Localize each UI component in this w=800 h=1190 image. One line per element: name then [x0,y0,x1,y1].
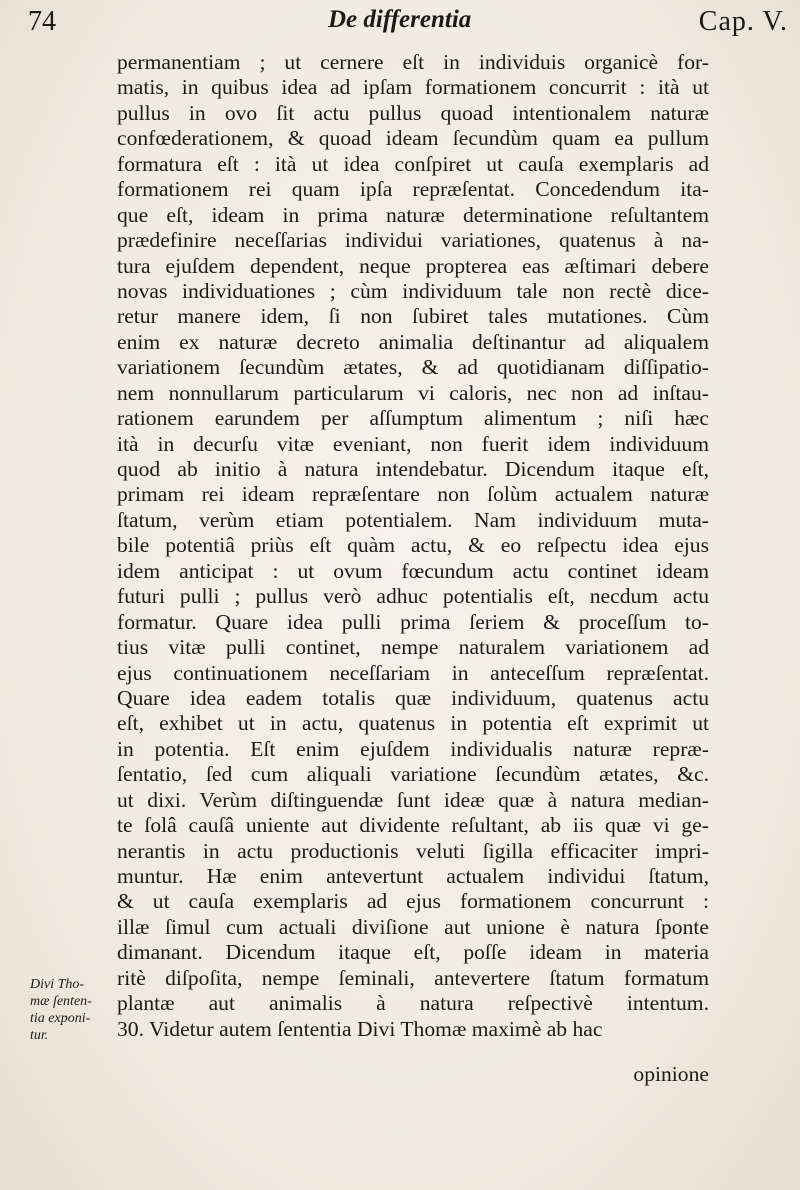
marginal-note [30,976,115,1044]
text-line: primam rei ideam repræſentare non ſolùm actualem naturæ [117,482,709,507]
chapter-heading: Cap. V. [698,6,788,37]
text-line: tius vitæ pulli continet, nempe naturalem variationem ad [117,635,709,660]
marginal-note-line: mæ ſenten- [30,994,92,1009]
text-line: matis, in quibus idea ad ipſam formationem concurrit : ità ut [117,75,709,100]
text-line: permanentiam ; ut cernere eſt in individuis organicè for- [117,50,709,74]
text-line: nem nonnullarum particularum vi caloris, nec non ad inſtau- [117,380,709,405]
text-line: plantæ aut animalis à natura reſpectivè intentum. [117,991,709,1016]
text-line: ut dixi. Verùm diſtinguendæ ſunt ideæ quæ à natura median- [117,787,709,812]
text-line: nerantis in actu productionis veluti ſigilla efficaciter impri- [117,838,709,863]
marginal-note-line: Divi Tho- [30,977,85,992]
text-line: ritè diſpoſita, nempe ſeminali, antevertere ſtatum formatum [117,965,709,990]
text-line: eſt, exhibet ut in actu, quatenus in potentia eſt exprimit ut [117,711,709,736]
text-line: quod ab initio à natura intendebatur. Dicendum itaque eſt, [117,457,709,481]
text-line: ſentatio, ſed cum aliquali variatione ſecundùm ætates, &c. [117,762,709,787]
text-line: Quare idea eadem totalis quæ individuum, quatenus actu [117,685,709,710]
marginal-note-line: tia exponi- [30,1011,91,1026]
text-line: ejus continuationem neceſſariam in anteceſſum repræſentat. [117,660,709,685]
text-line: retur manere idem, ſi non ſubiret tales mutationes. Cùm [117,304,709,329]
text-line: muntur. Hæ enim antevertunt actualem individui ſtatum, [117,864,709,888]
catchword: opinione [633,1062,709,1086]
page-header [28,4,788,44]
text-line: futuri pulli ; pullus verò adhuc potentialis eſt, necdum actu [117,584,709,609]
text-line: variationem ſecundùm ætates, & ad quotidianam diſſipatio- [117,355,709,380]
text-line: dimanant. Dicendum itaque eſt, poſſe ideam in materia [117,940,709,965]
text-line: bile potentiâ priùs eſt quàm actu, & eo reſpectu idea ejus [117,533,709,558]
text-line: idem anticipat : ut ovum fœcundum actu continet ideam [117,558,709,583]
text-line: tura ejuſdem dependent, neque propterea eas æſtimari debere [117,253,709,278]
text-line: illæ ſimul cum actuali diviſione aut unione è natura ſponte [117,914,709,939]
text-line: que eſt, ideam in prima naturæ determinatione reſultantem [117,202,709,227]
text-line: in potentia. Eſt enim ejuſdem individualis naturæ repræ- [117,736,709,761]
text-line: ità in decurſu vitæ eveniant, non fuerit idem individuum [117,431,709,456]
marginal-note-line: tur. [30,1028,49,1043]
text-line: 30. Videtur autem ſententia Divi Thomæ maximè ab hac [117,1016,603,1041]
text-line: formationem rei quam ipſa repræſentat. Concedendum ita- [117,177,709,202]
text-line: te ſolâ cauſâ uniente aut dividente reſultant, ab iis quæ vi ge- [117,813,709,838]
text-line: confœderationem, & quoad ideam ſecundùm quam ea pullum [117,126,709,151]
text-line: & ut cauſa exemplaris ad ejus formationem concurrunt : [117,889,709,914]
text-line: formatura eſt : ità ut idea conſpiret ut cauſa exemplaris ad [117,151,709,176]
text-line: rationem earundem per aſſumptum alimentum ; niſi hæc [117,406,709,431]
text-line: prædefinire neceſſarias individui variationes, quatenus à na- [117,228,709,253]
text-line: pullus in ovo ſit actu pullus quoad intentionalem naturæ [117,100,709,125]
text-line: enim ex naturæ decreto animalia deſtinantur ad aliqualem [117,329,709,354]
text-line: formatur. Quare idea pulli prima ſeriem & proceſſum to- [117,609,709,634]
body-text [117,50,709,1042]
text-line: novas individuationes ; cùm individuum tale non rectè dice- [117,278,709,303]
running-title: De differentia [328,6,472,33]
text-line: ſtatum, verùm etiam potentialem. Nam individuum muta- [117,507,709,532]
page-number: 74 [28,6,56,37]
